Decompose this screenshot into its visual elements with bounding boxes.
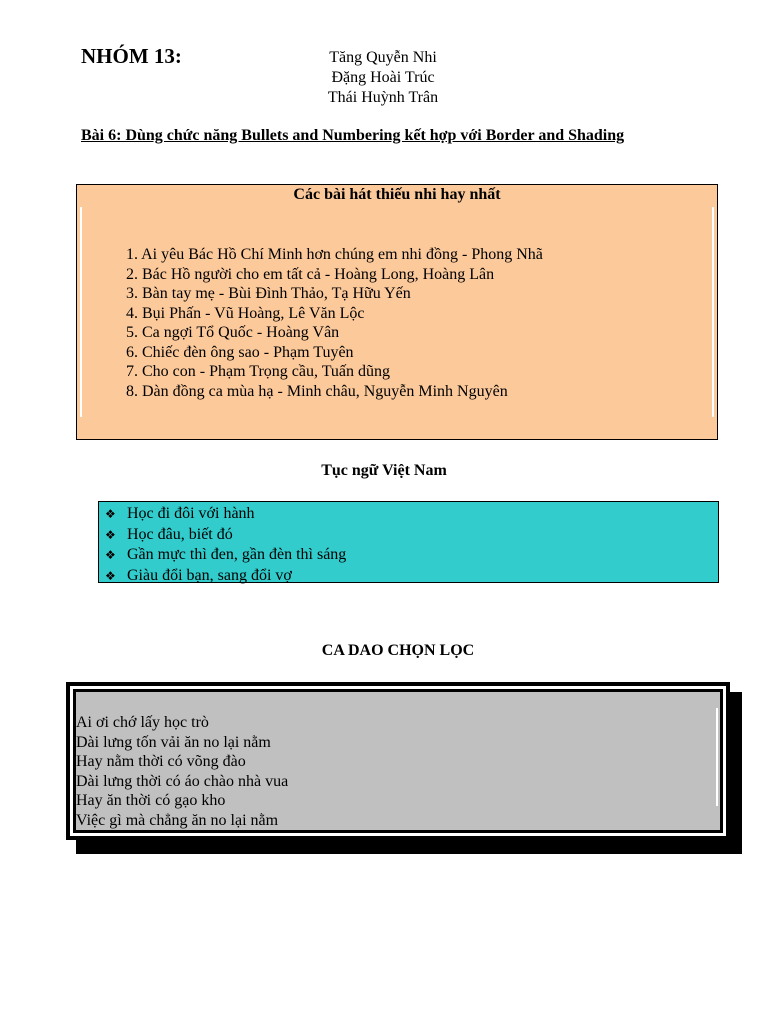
proverb-text: Gần mực thì đen, gần đèn thì sáng — [127, 546, 347, 563]
box-inner-rule — [712, 207, 714, 417]
song-item: 2. Bác Hồ người cho em tất cả - Hoàng Long, Hoàng Lân — [126, 265, 495, 283]
proverbs-heading: Tục ngữ Việt Nam — [321, 462, 447, 479]
proverb-text: Học đâu, biết đó — [127, 525, 233, 543]
member-list — [300, 48, 466, 108]
member-name: Thái Huỳnh Trân — [327, 89, 439, 106]
cadao-content — [76, 692, 720, 830]
cadao-line: Dài lưng thời có áo chào nhà vua — [76, 772, 289, 790]
proverb-item — [105, 566, 718, 587]
cadao-heading: CA DAO CHỌN LỌC — [321, 642, 475, 659]
songs-title: Các bài hát thiếu nhi hay nhất — [293, 186, 501, 203]
cadao-line: Việc gì mà chẳng ăn no lại nằm — [76, 811, 279, 829]
song-item: 7. Cho con - Phạm Trọng cầu, Tuấn dũng — [126, 363, 391, 380]
cadao-border-gap — [70, 686, 726, 836]
diamond-bullet-icon: ❖ — [105, 568, 116, 583]
member-name: Đặng Hoài Trúc — [331, 69, 435, 86]
member-name: Tăng Quyễn Nhi — [329, 49, 437, 66]
cadao-line: Hay ăn thời có gạo kho — [76, 792, 226, 809]
song-item: 5. Ca ngợi Tổ Quốc - Hoàng Vân — [126, 324, 340, 341]
songs-box — [76, 184, 718, 440]
group-title: NHÓM 13: — [81, 44, 182, 68]
cadao-line: Ai ơi chớ lấy học trò — [76, 714, 209, 731]
song-item: 6. Chiếc đèn ông sao - Phạm Tuyên — [126, 343, 354, 361]
song-item: 3. Bàn tay mẹ - Bùi Đình Thảo, Tạ Hữu Yến — [126, 285, 411, 302]
exercise-title: Bài 6: Dùng chức năng Bullets and Numbering kết hợp với Border and Shading — [81, 127, 625, 144]
cadao-line: Dài lưng tốn vải ăn no lại nằm — [76, 733, 271, 751]
cadao-line: Hay nằm thời có võng đào — [76, 753, 246, 770]
songs-list — [126, 245, 543, 401]
box-inner-rule — [716, 708, 718, 806]
proverb-text: Giàu đổi bạn, sang đổi vợ — [127, 566, 292, 584]
proverbs-box — [98, 501, 719, 583]
diamond-bullet-icon: ❖ — [105, 527, 116, 542]
box-inner-rule — [80, 207, 82, 417]
song-item: 1. Ai yêu Bác Hồ Chí Minh hơn chúng em nhi đồng - Phong Nhã — [126, 246, 543, 263]
song-item: 8. Dàn đồng ca mùa hạ - Minh châu, Nguyễn Minh Nguyên — [126, 382, 508, 400]
cadao-box — [66, 682, 730, 840]
song-item: 4. Bụi Phấn - Vũ Hoàng, Lê Văn Lộc — [126, 304, 365, 322]
proverb-item — [105, 525, 718, 546]
proverb-item — [105, 504, 718, 525]
diamond-bullet-icon: ❖ — [105, 548, 116, 562]
diamond-bullet-icon: ❖ — [105, 507, 116, 521]
cadao-inner-border — [73, 689, 723, 833]
proverb-text: Học đi đôi với hành — [127, 505, 255, 522]
proverb-item — [105, 545, 718, 566]
